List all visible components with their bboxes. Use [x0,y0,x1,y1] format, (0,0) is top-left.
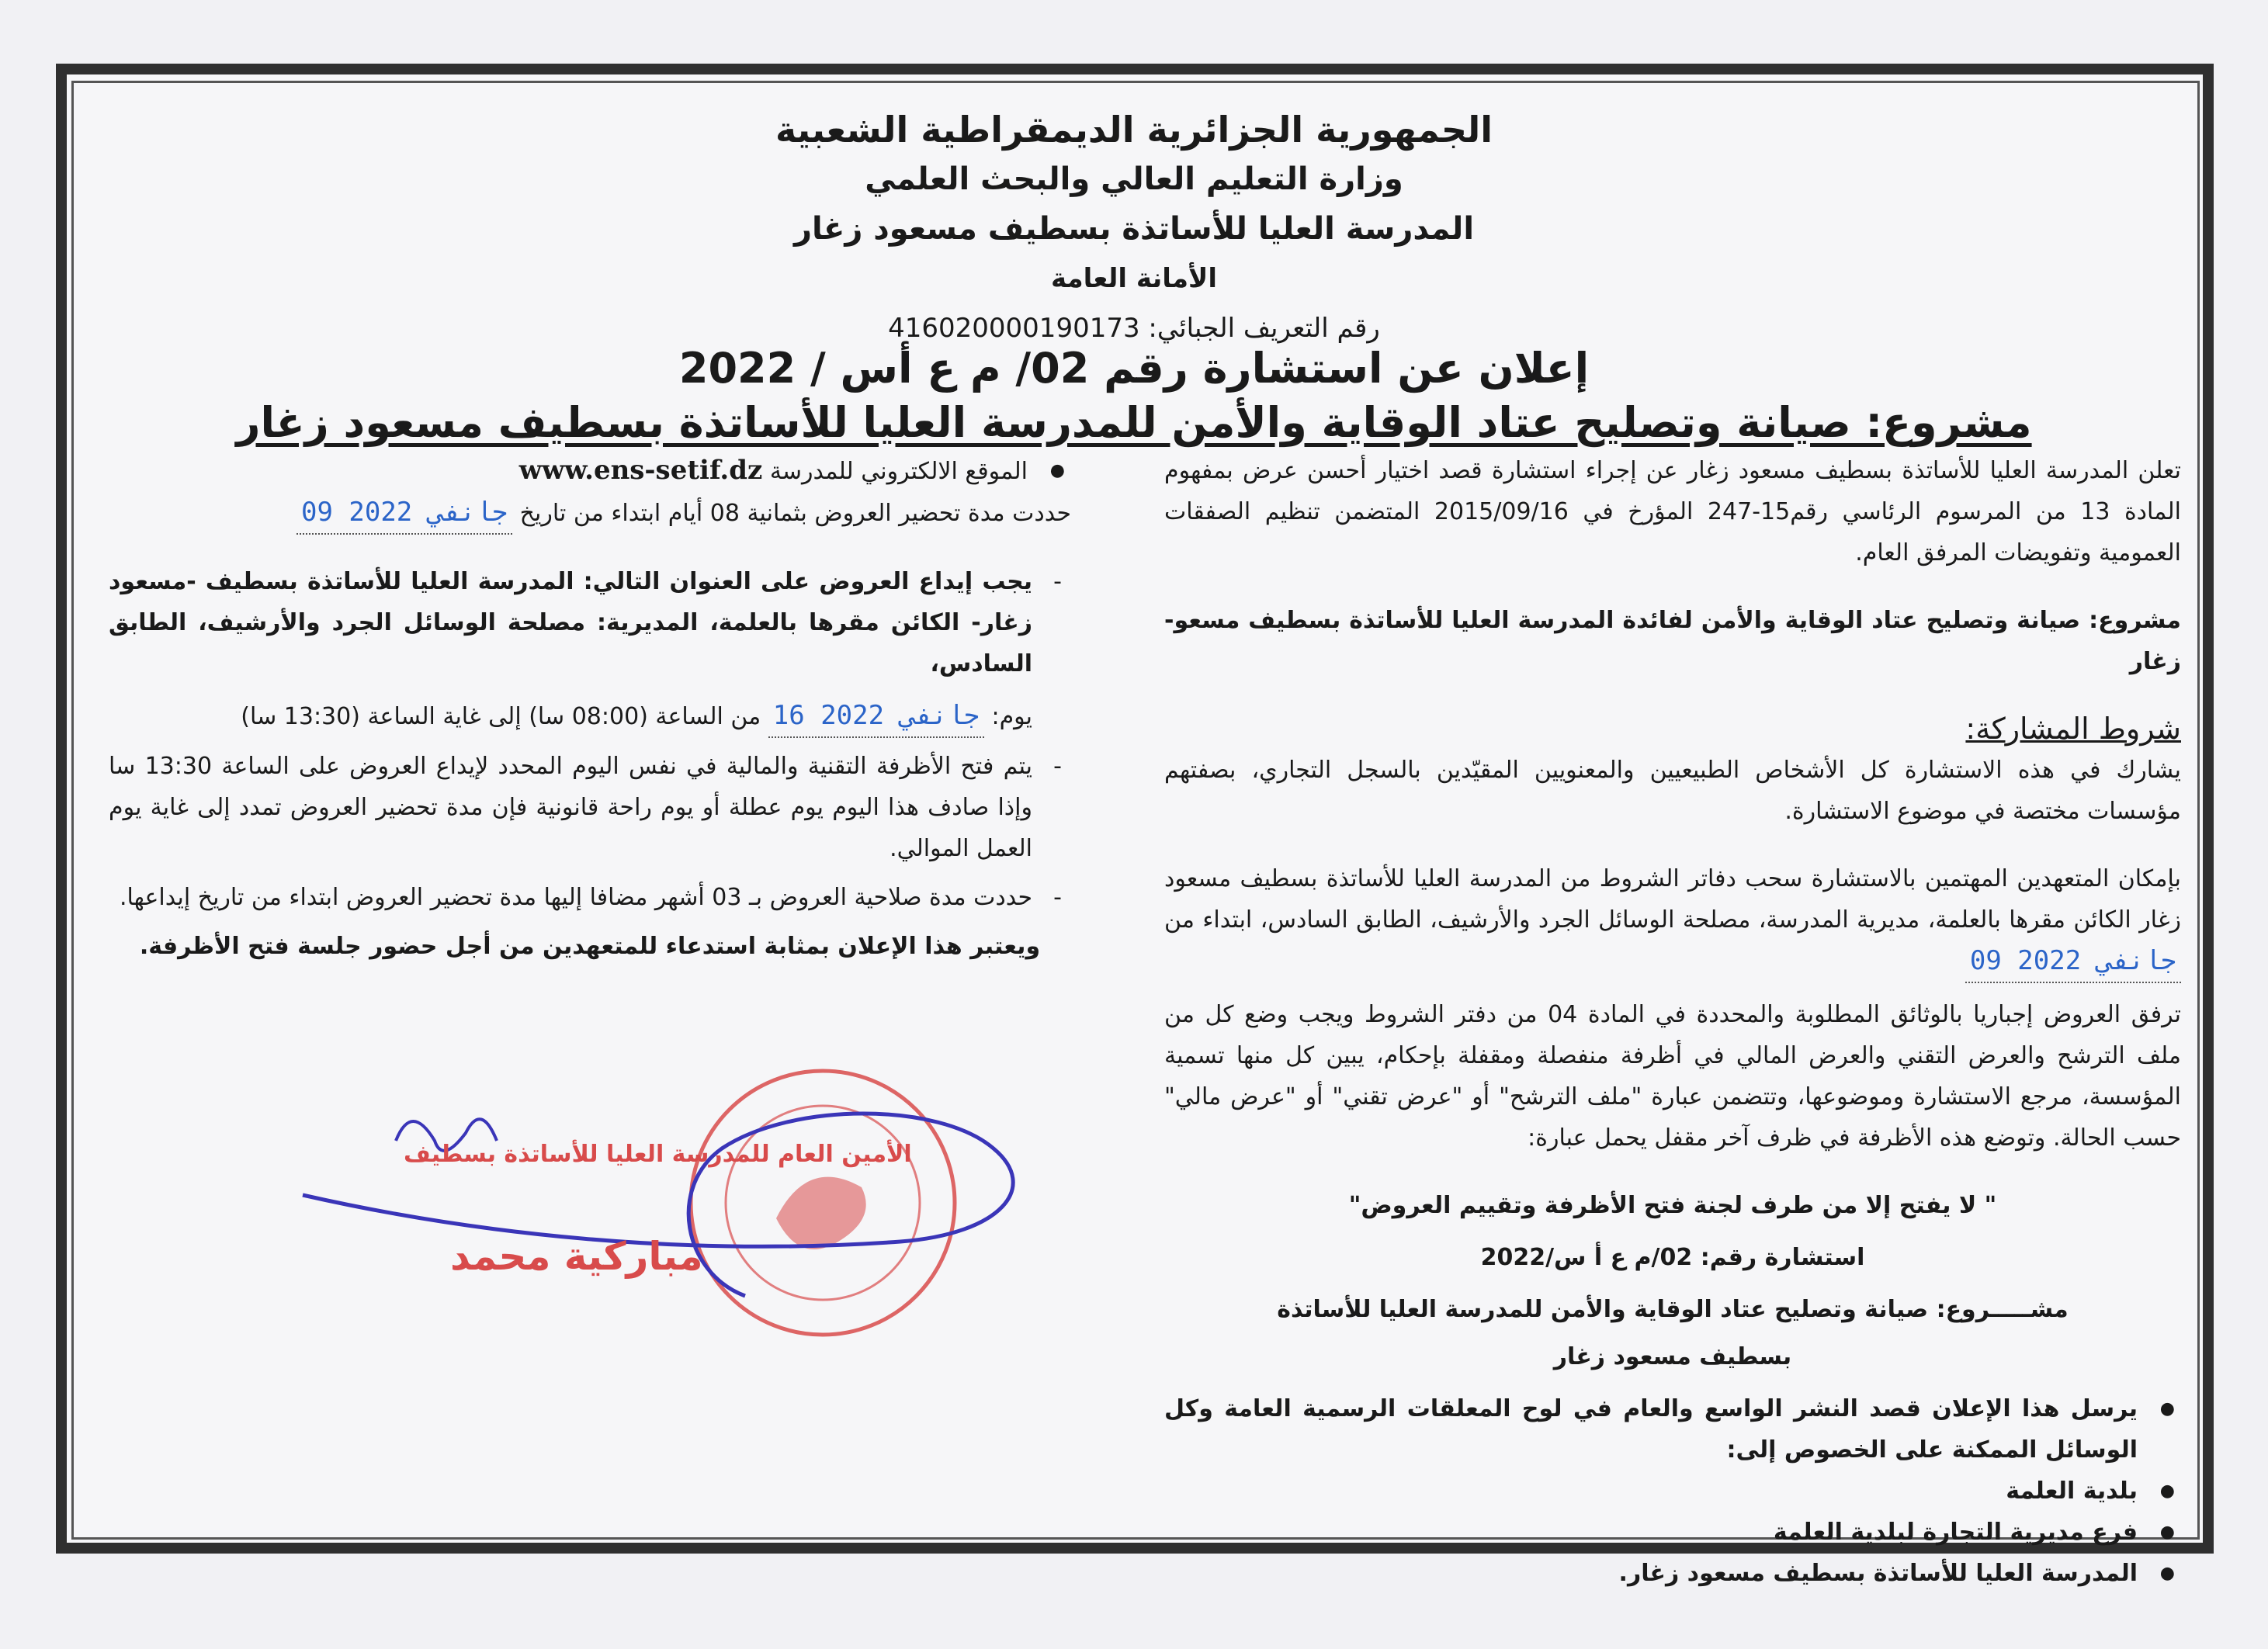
website-list [109,450,1071,492]
conditions-heading: شروط المشاركة: [1965,712,2181,746]
stamp-label: الأمين العام للمدرسة العليا للأساتذة بسطيف [404,1141,912,1168]
republic-name: الجمهورية الجزائرية الديمقراطية الشعبية [775,109,1493,151]
duration-paragraph [109,492,1071,535]
consultation-number: إعلان عن استشارة رقم 02/ م ع أس / 2022 [678,344,1590,393]
deposit-day [109,695,1032,738]
tax-id: رقم التعريف الجبائي: 416020000190173 [888,313,1380,344]
specifications-paragraph [1164,858,2181,983]
specifications-date: 09 جانفي 2022 [1965,941,2181,983]
ministry-name: وزارة التعليم العالي والبحث العلمي [865,161,1403,197]
announcement-title [0,341,2268,450]
intro-paragraph: تعلن المدرسة العليا للأساتذة بسطيف مسعود زغار عن إجراء استشارة قصد اختيار أحسن عرض بمفهوم المادة 13 من المرسوم الرئاسي رقم15-247 المؤرخ في 2015/09/16 المتضمن تنظيم الصفقات العمومية وتفويضات المرفق العام. [1164,457,2181,566]
project-title: مشروع: صيانة وتصليح عتاد الوقاية والأمن للمدرسة العليا للأساتذة بسطيف مسعود زغار [236,398,2032,447]
website-link[interactable]: www.ens-setif.dz [518,455,763,486]
project-line: مشروع: صيانة وتصليح عتاد الوقاية والأمن لفائدة المدرسة العليا للأساتذة بسطيف مسعو-زغار [1164,607,2181,675]
list-item: ● فرع مديرية التجارة لبلدية العلمة [1164,1512,2181,1553]
consultation-ref: استشارة رقم: 02/م ع أ س/2022 [1480,1244,1865,1271]
right-column [1164,450,2181,1594]
website-label: الموقع الالكتروني للمدرسة [769,458,1028,485]
envelope-quote: " لا يفتح إلا من طرف لجنة فتح الأظرفة وتقييم العروض" [1348,1192,1997,1219]
project-repeat: مشـــــروع: صيانة وتصليح عتاد الوقاية والأمن للمدرسة العليا للأساتذة [1277,1296,2069,1323]
day-prefix: يوم: [991,703,1032,730]
envelopes-paragraph: ترفق العروض إجباريا بالوثائق المطلوبة والمحددة في المادة 04 من دفتر الشروط ويجب وضع كل من ملف الترشح والعرض التقني والعرض المالي في أظرفة منفصلة ومقفلة بإحكام، يبين كل منها تسمية المؤسسة، مرجع الاستشارة وموضوعها، وتتضمن عبارة "ملف الترشح" أو "عرض تقني" أو "عرض مالي" حسب الحالة. وتوضع هذه الأظرفة في ظرف آخر مقفل يحمل عبارة: [1164,1001,2181,1152]
deposit-address: يجب إيداع العروض على العنوان التالي: المدرسة العليا للأساتذة بسطيف -مسعود زغار- الكائن مقرها بالعلمة، المديرية: مصلحة الوسائل الجرد والأرشيف، الطابق السادس، [109,568,1032,677]
official-seal-icon [279,1055,1102,1350]
deposit-date: 16 جانفي 2022 [768,695,984,738]
final-note: ويعتبر هذا الإعلان بمثابة استدعاء للمتعهدين من أجل حضور جلسة فتح الأظرفة. [139,933,1041,960]
left-column [109,450,1071,967]
duration-text: حددت مدة تحضير العروض بثمانية 08 أيام ابتداء من تاريخ [519,500,1071,527]
list-item: ● بلدية العلمة [1164,1471,2181,1512]
list-item: ● المدرسة العليا للأساتذة بسطيف مسعود زغار. [1164,1553,2181,1594]
stamp-name: مباركية محمد [450,1234,703,1279]
list-item: ● يرسل هذا الإعلان قصد النشر الواسع والعام في لوح المعلقات الرسمية العامة وكل الوسائل الممكنة على الخصوص إلى: [1164,1388,2181,1471]
list-item: - يتم فتح الأظرفة التقنية والمالية في نفس اليوم المحدد لإيداع العروض على الساعة 13:30 سا وإذا صادف هذا اليوم يوم عطلة أو يوم راحة قانونية فإن مدة تحضير العروض تمدد إلى غاية يوم العمل الموالي. [109,746,1071,869]
stamp-signature [279,1055,1102,1350]
project-repeat-city: بسطيف مسعود زغار [1553,1343,1792,1370]
deposit-time: من الساعة (08:00 سا) إلى غاية الساعة (13:30 سا) [241,703,761,730]
school-name: المدرسة العليا للأساتذة بسطيف مسعود زغار [793,211,1475,247]
specifications-text: بإمكان المتعهدين المهتمين بالاستشارة سحب دفاتر الشروط من المدرسة العليا للأساتذة بسطيف مسعود زغار الكائن مقرها بالعلمة، مديرية المدرسة، مصلحة الوسائل الجرد والأرشيف، الطابق السادس، ابتداء من [1164,865,2181,934]
list-item: - حددت مدة صلاحية العروض بـ 03 أشهر مضافا إليها مدة تحضير العروض ابتداء من تاريخ إيداعها. [109,877,1071,918]
conditions-list [109,561,1071,918]
website-item [109,450,1071,492]
duration-date: 09 جانفي 2022 [297,492,512,535]
letterhead [0,105,2268,353]
list-item [109,561,1071,738]
department-name: الأمانة العامة [1050,263,1218,294]
distribution-list [1164,1388,2181,1594]
eligibility-paragraph: يشارك في هذه الاستشارة كل الأشخاص الطبيعيين والمعنويين المقيّدين بالسجل التجاري، بصفتهم مؤسسات مختصة في موضوع الاستشارة. [1164,757,2181,825]
